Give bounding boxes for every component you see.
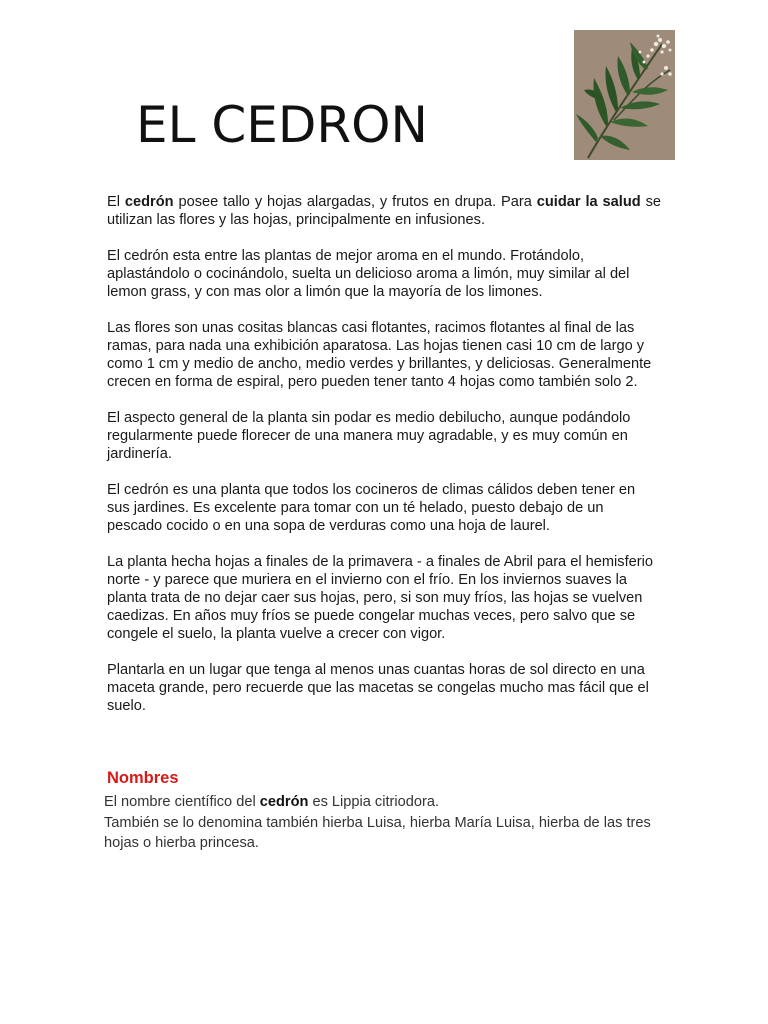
- paragraph-cocineros: El cedrón es una planta que todos los cocineros de climas cálidos deben tener en sus jardines. Es excelente para tomar con un té helado, puesto debajo de un pescado cocido o en una sopa de verduras como una hoja de laurel.: [107, 482, 636, 534]
- scientific-name-post: es Lippia citriodora.: [308, 794, 440, 810]
- common-names-line: También se lo denomina también hierba Luisa, hierba María Luisa, hierba de las tres hojas o hierba princesa.: [104, 814, 651, 851]
- scientific-name-line: [104, 792, 684, 813]
- paragraph-aspecto: El aspecto general de la planta sin podar es medio debilucho, aunque podándolo regularmente puede florecer de una manera muy agradable, y es muy común en jardinería.: [107, 410, 631, 462]
- scientific-name-pre: El nombre científico del: [104, 794, 260, 810]
- page-title: EL CEDRON: [136, 96, 428, 154]
- paragraph-aroma: El cedrón esta entre las plantas de mejor aroma en el mundo. Frotándolo, aplastándolo o cocinándolo, suelta un delicioso aroma a limón, muy similar al del lemon grass, y con mas olor a limón que la mayoría de los limones.: [107, 248, 630, 300]
- body-text: [107, 193, 661, 733]
- nombres-section: [104, 792, 684, 854]
- intro-text-2: posee tallo y hojas alargadas, y frutos en drupa. Para: [173, 194, 537, 210]
- paragraph-flores: Las flores son unas cositas blancas casi flotantes, racimos flotantes al final de las ramas, para nada una exhibición aparatosa. Las hojas tienen casi 10 cm de largo y como 1 cm y medio de ancho, medio verdes y brillantes, y deliciosas. Generalmente crecen en forma de espiral, pero pueden tener tanto 4 hojas como también solo 2.: [107, 320, 652, 390]
- nombres-heading: Nombres: [107, 769, 179, 787]
- intro-text-1: El: [107, 194, 125, 210]
- intro-bold-cuidar-salud: cuidar la salud: [536, 194, 641, 210]
- paragraph-primavera: La planta hecha hojas a finales de la primavera - a finales de Abril para el hemisferio norte - y parece que muriera en el invierno con el frío. En los inviernos suaves la planta trata de no dejar caer sus hojas, pero, si son muy fríos, las hojas se vuelven caedizas. En años muy fríos se puede congelar muchas veces, pero salvo que se congele el suelo, la planta vuelve a crecer con vigor.: [107, 554, 653, 642]
- scientific-name-bold: cedrón: [259, 794, 309, 810]
- intro-paragraph: [107, 193, 661, 229]
- plant-illustration: [574, 30, 675, 160]
- intro-bold-cedron: cedrón: [124, 194, 174, 210]
- paragraph-plantarla: Plantarla en un lugar que tenga al menos unas cuantas horas de sol directo en una maceta grande, pero recuerde que las macetas se congelas mucho mas fácil que el suelo.: [107, 662, 649, 714]
- cedron-plant-photo: [574, 30, 675, 160]
- intro-text-3: se utilizan las flores y las hojas, principalmente en infusiones.: [107, 194, 662, 228]
